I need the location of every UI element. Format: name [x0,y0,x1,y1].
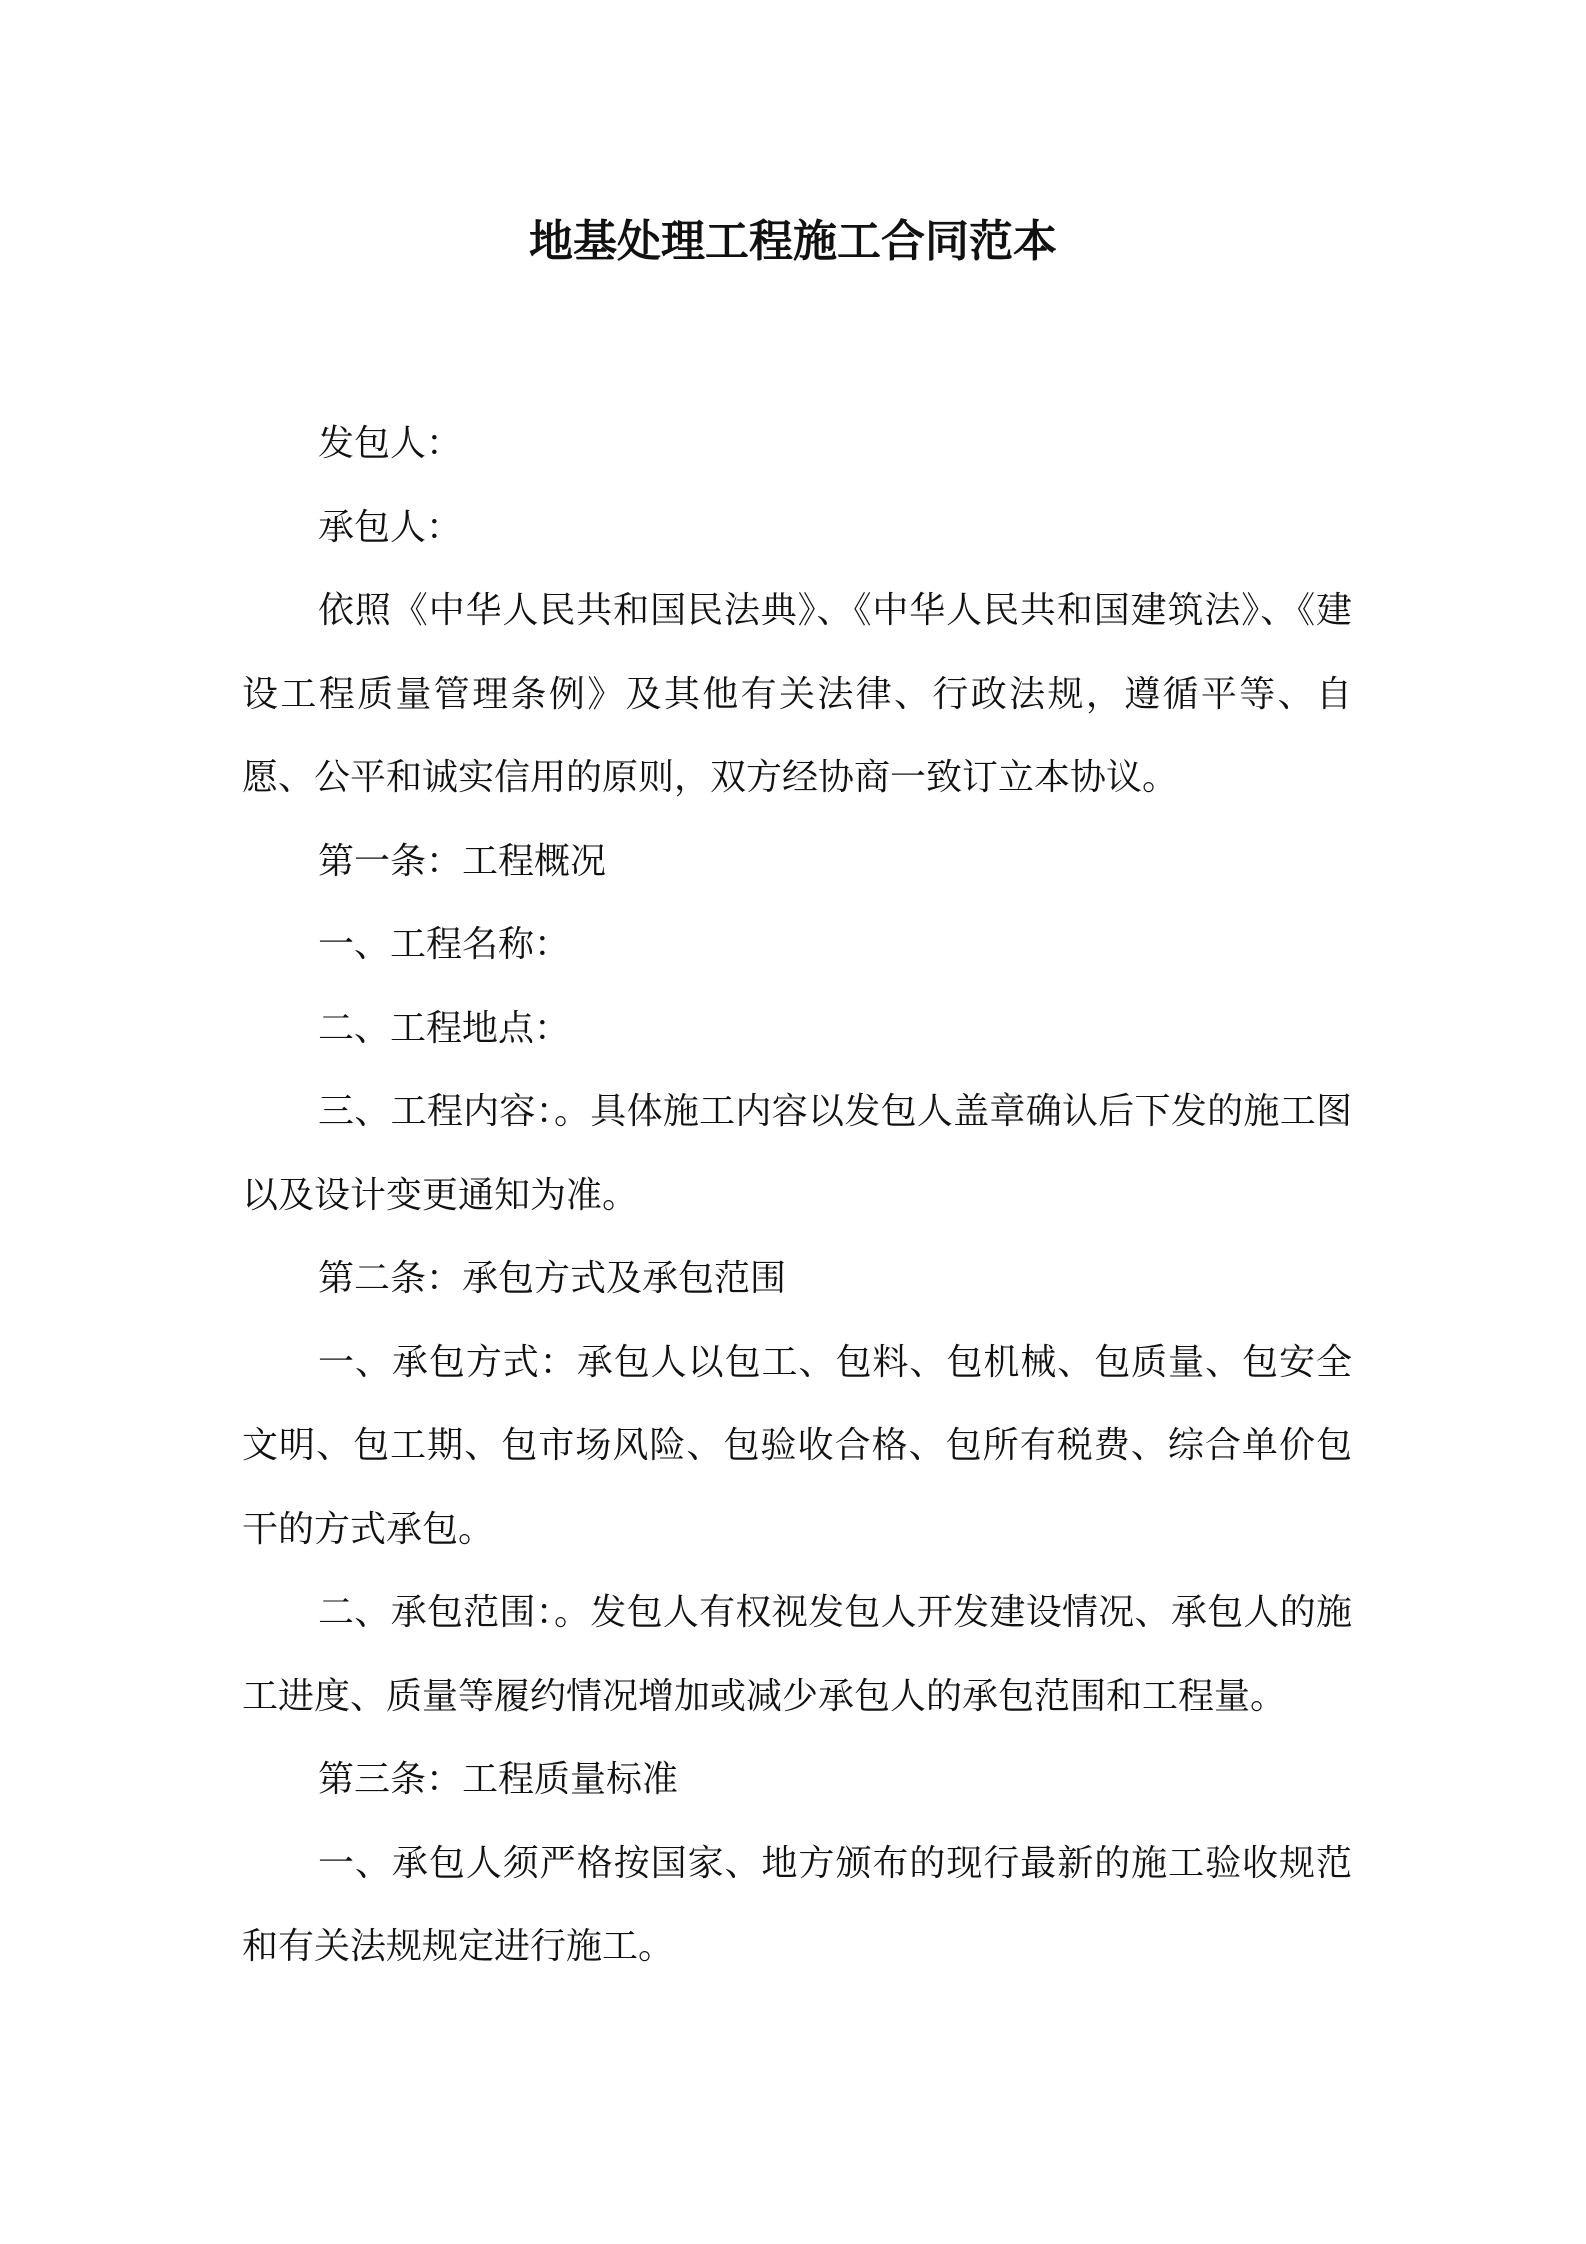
document-title: 地基处理工程施工合同范本 [529,216,1057,267]
article-3-heading: 第三条：工程质量标准 [318,1759,679,1800]
quality-standard-paragraph: 一、承包人须严格按国家、地方颁布的现行最新的施工验收规范和有关法规规定进行施工。 [242,1842,1352,1967]
party-a-line: 发包人： [318,423,463,464]
project-location-line: 二、工程地点： [318,1007,571,1049]
contract-method-paragraph: 一、承包方式：承包人以包工、包料、包机械、包质量、包安全文明、包工期、包市场风险、包验收合格、包所有税费、综合单价包干的方式承包。 [242,1341,1352,1550]
project-content-paragraph: 三、工程内容：。具体施工内容以发包人盖章确认后下发的施工图以及设计变更通知为准。 [242,1091,1352,1216]
document-body [242,402,1352,1989]
preamble-paragraph: 依照《中华人民共和国民法典》、《中华人民共和国建筑法》、《建设工程质量管理条例》及其他有关法律、行政法规，遵循平等、自愿、公平和诚实信用的原则，双方经协商一致订立本协议。 [242,590,1352,798]
article-2-heading: 第二条：承包方式及承包范围 [318,1258,787,1299]
contract-scope-paragraph: 二、承包范围：。发包人有权视发包人开发建设情况、承包人的施工进度、质量等履约情况增加或减少承包人的承包范围和工程量。 [242,1592,1352,1717]
article-1-heading: 第一条：工程概况 [318,840,607,882]
project-name-line: 一、工程名称： [318,924,571,965]
party-b-line: 承包人： [318,506,463,548]
